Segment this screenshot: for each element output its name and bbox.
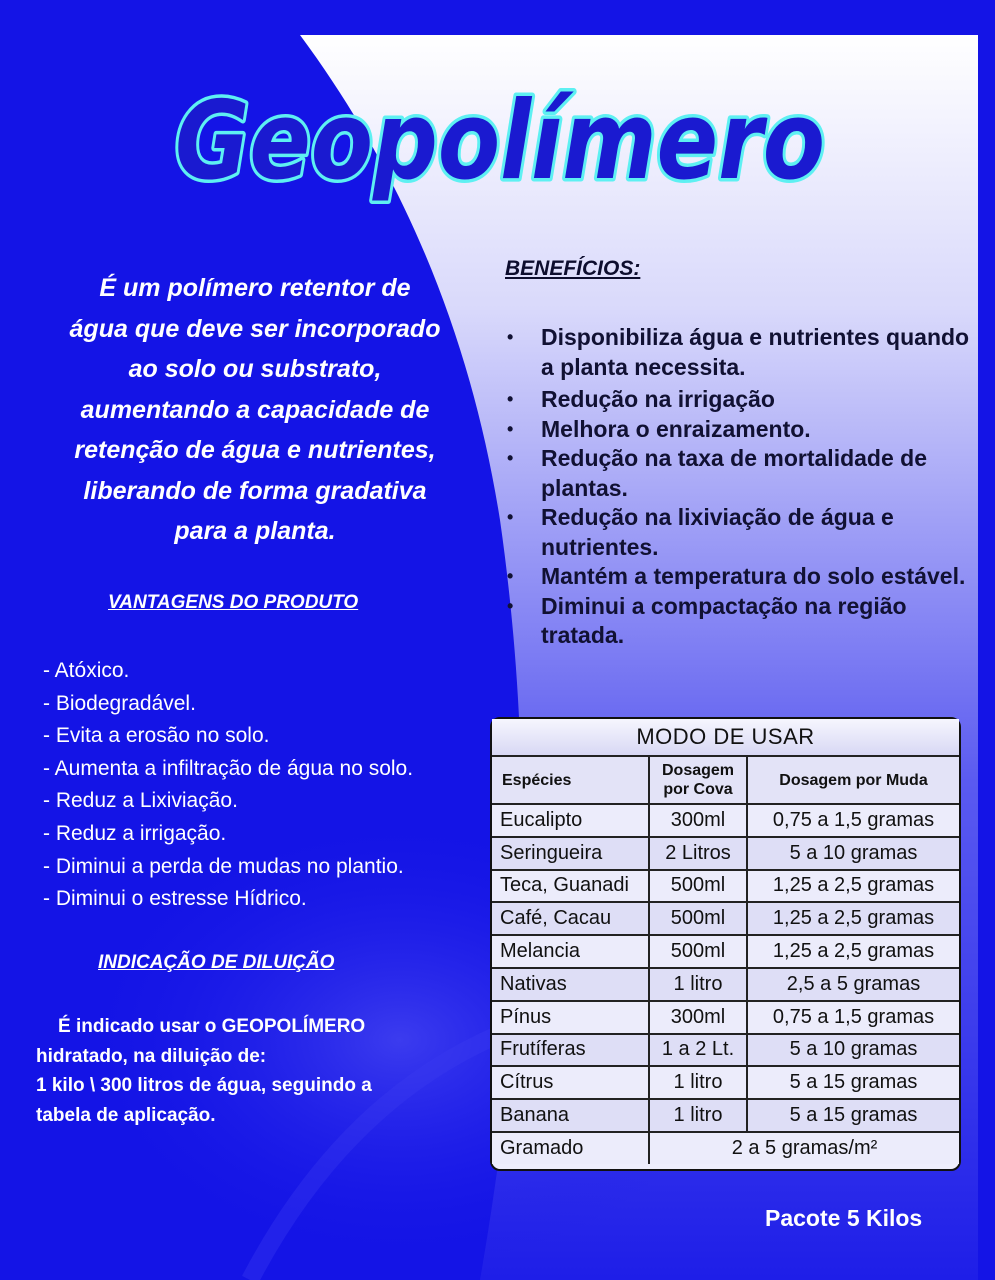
dose-muda-cell: 5 a 15 gramas xyxy=(747,1066,959,1099)
description-line: retenção de água e nutrientes, xyxy=(74,436,436,464)
indicacao-line: tabela de aplicação. xyxy=(36,1104,216,1126)
bullet-item: • Melhora o enraizamento. xyxy=(505,415,975,445)
species-cell: Teca, Guanadi xyxy=(492,870,649,903)
dose-muda-cell: 0,75 a 1,5 gramas xyxy=(747,804,959,837)
dose-muda-cell: 5 a 10 gramas xyxy=(747,837,959,870)
dose-muda-cell: 0,75 a 1,5 gramas xyxy=(747,1001,959,1034)
bullet-item: • Disponibiliza água e nutrientes quando a planta necessita. xyxy=(505,323,975,382)
table-row xyxy=(492,1001,959,1034)
species-cell: Melancia xyxy=(492,935,649,968)
dose-cell: 2 a 5 gramas/m² xyxy=(649,1132,959,1164)
species-cell: Cítrus xyxy=(492,1066,649,1099)
bullet-item: • Redução na lixiviação de água e nutrientes. xyxy=(505,503,975,562)
dose-cova-cell: 1 litro xyxy=(649,1066,747,1099)
table-row xyxy=(492,1099,959,1132)
dose-muda-cell: 2,5 a 5 gramas xyxy=(747,968,959,1001)
table-row xyxy=(492,870,959,903)
table-row xyxy=(492,902,959,935)
title-text: Geopolímero xyxy=(175,79,825,204)
package-label: Pacote 5 Kilos xyxy=(765,1205,923,1231)
dose-cova-cell: 1 a 2 Lt. xyxy=(649,1034,747,1067)
dose-muda-cell: 5 a 15 gramas xyxy=(747,1099,959,1132)
dose-muda-cell: 5 a 10 gramas xyxy=(747,1034,959,1067)
dose-muda-cell: 1,25 a 2,5 gramas xyxy=(747,902,959,935)
indicacao-line: hidratado, na diluição de: xyxy=(36,1045,267,1067)
species-cell: Gramado xyxy=(492,1132,649,1164)
list-item: - Evita a erosão no solo. xyxy=(43,724,270,748)
description-line: É um polímero retentor de xyxy=(99,274,411,302)
table-row xyxy=(492,1066,959,1099)
table-row xyxy=(492,804,959,837)
vantagens-heading: VANTAGENS DO PRODUTO xyxy=(108,592,359,613)
species-cell: Eucalipto xyxy=(492,804,649,837)
species-cell: Seringueira xyxy=(492,837,649,870)
modo-de-usar-table xyxy=(490,717,961,1171)
dose-cova-cell: 500ml xyxy=(649,935,747,968)
column-header: Dosagem por Cova xyxy=(649,756,747,804)
species-cell: Nativas xyxy=(492,968,649,1001)
description-line: ao solo ou substrato, xyxy=(128,355,382,383)
title-logo xyxy=(150,50,850,240)
table-row xyxy=(492,935,959,968)
indicacao-line: 1 kilo \ 300 litros de água, seguindo a xyxy=(36,1075,372,1096)
description-line: aumentando a capacidade de xyxy=(80,395,430,424)
indicacao-text xyxy=(36,1012,476,1130)
list-item: - Reduz a irrigação. xyxy=(43,821,227,845)
beneficios-heading: BENEFÍCIOS: xyxy=(505,257,641,280)
bullet-item: • Diminui a compactação na região tratada. xyxy=(505,592,975,651)
list-item: - Aumenta a infiltração de água no solo. xyxy=(43,756,414,780)
list-item: - Biodegradável. xyxy=(43,691,196,715)
list-item: - Atóxico. xyxy=(43,659,130,682)
bullet-item: • Redução na irrigação xyxy=(505,385,975,415)
description-line: água que deve ser incorporado xyxy=(69,314,441,343)
product-description xyxy=(30,268,480,552)
table-body xyxy=(492,804,959,1164)
dose-cova-cell: 1 litro xyxy=(649,968,747,1001)
indicacao-heading: INDICAÇÃO DE DILUIÇÃO xyxy=(98,952,335,973)
dose-muda-cell: 1,25 a 2,5 gramas xyxy=(747,935,959,968)
species-cell: Café, Cacau xyxy=(492,902,649,935)
dose-cova-cell: 500ml xyxy=(649,902,747,935)
species-cell: Frutíferas xyxy=(492,1034,649,1067)
table-row xyxy=(492,1132,959,1164)
list-item: - Reduz a Lixiviação. xyxy=(43,789,238,813)
column-header: Espécies xyxy=(492,756,649,804)
description-line: para a planta. xyxy=(174,517,336,545)
column-header: Dosagem por Muda xyxy=(747,756,959,804)
species-cell: Pínus xyxy=(492,1001,649,1034)
list-item: - Diminui o estresse Hídrico. xyxy=(43,887,307,911)
dose-cova-cell: 1 litro xyxy=(649,1099,747,1132)
dose-cova-cell: 300ml xyxy=(649,1001,747,1034)
description-line: liberando de forma gradativa xyxy=(83,476,427,505)
indicacao-line: É indicado usar o GEOPOLÍMERO xyxy=(58,1016,366,1037)
table-row xyxy=(492,837,959,870)
bullet-item: • Redução na taxa de mortalidade de plantas. xyxy=(505,444,975,503)
list-item: - Diminui a perda de mudas no plantio. xyxy=(43,854,404,878)
table-row xyxy=(492,968,959,1001)
table-row xyxy=(492,1034,959,1067)
dose-cova-cell: 2 Litros xyxy=(649,837,747,870)
dose-cova-cell: 300ml xyxy=(649,804,747,837)
bullet-item: • Mantém a temperatura do solo estável. xyxy=(505,562,975,592)
dose-muda-cell: 1,25 a 2,5 gramas xyxy=(747,870,959,903)
species-cell: Banana xyxy=(492,1099,649,1132)
vantagens-list xyxy=(43,655,413,916)
dose-cova-cell: 500ml xyxy=(649,870,747,903)
table-title: MODO DE USAR xyxy=(492,719,959,756)
beneficios-list xyxy=(505,323,975,651)
